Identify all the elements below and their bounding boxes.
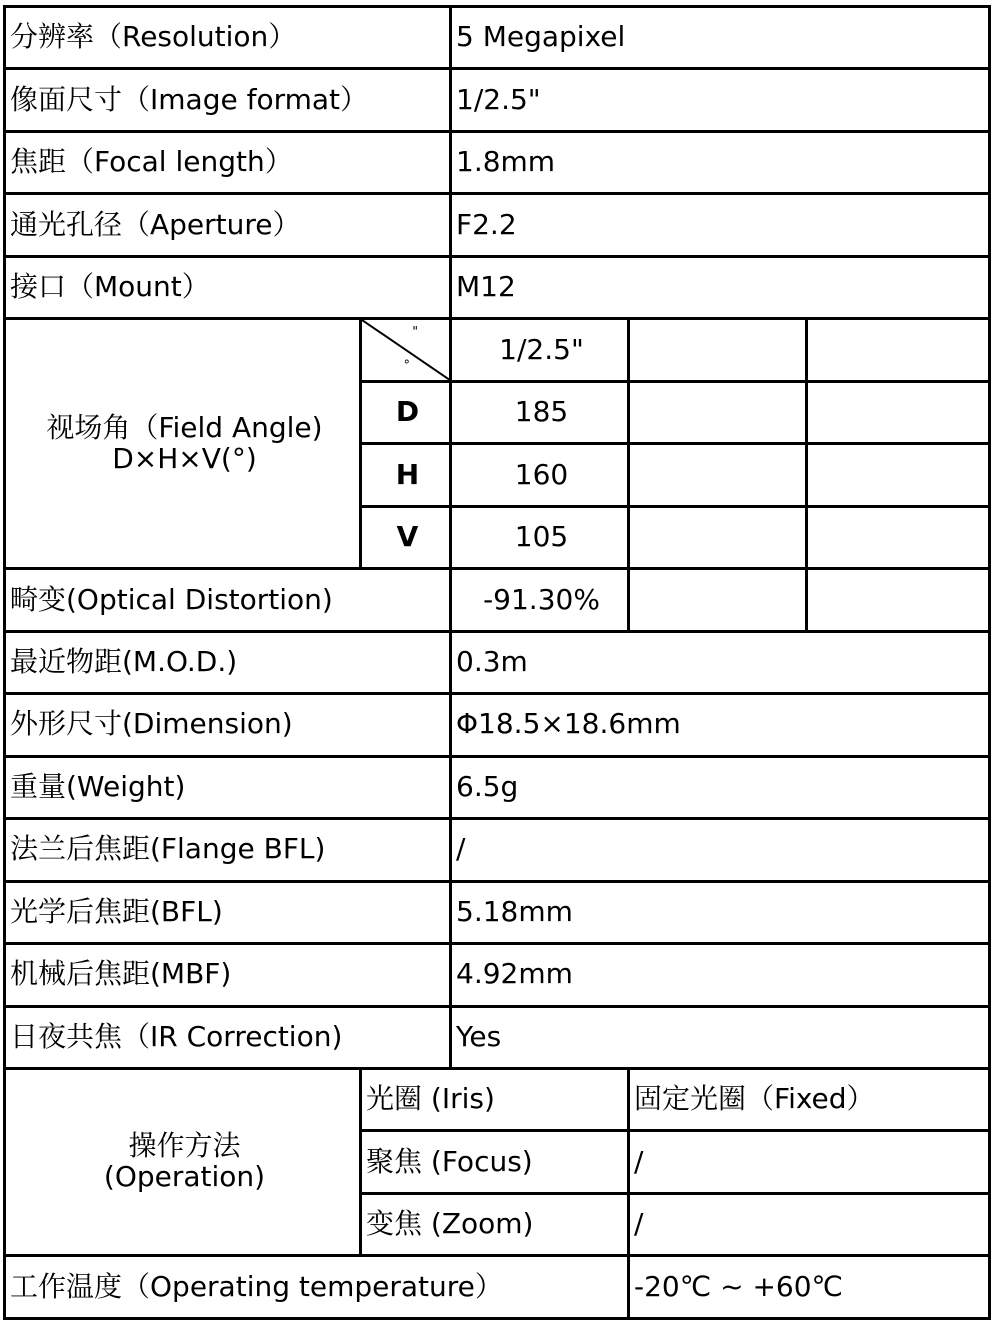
mount-value: M12 (451, 256, 990, 318)
focal-length-value: 1.8mm (451, 131, 990, 193)
field-angle-header-value: 1/2.5" (451, 319, 629, 381)
mount-label: 接口（Mount） (5, 256, 451, 318)
weight-value: 6.5g (451, 756, 990, 818)
flange-bfl-value: / (451, 819, 990, 881)
field-angle-label (5, 319, 361, 569)
distortion-value: -91.30% (451, 569, 629, 631)
row-mod (5, 631, 990, 693)
row-image-format (5, 69, 990, 131)
distortion-empty-cell (629, 569, 807, 631)
image-format-label: 像面尺寸（Image format） (5, 69, 451, 131)
row-dimension (5, 694, 990, 756)
field-angle-d-value: 185 (451, 381, 629, 443)
diagonal-corner-cell (361, 319, 451, 381)
mod-value: 0.3m (451, 631, 990, 693)
field-angle-empty-cell (807, 444, 990, 506)
row-ir-correction (5, 1006, 990, 1068)
zoom-value: / (629, 1193, 990, 1255)
row-flange-bfl (5, 819, 990, 881)
field-angle-empty-cell (807, 506, 990, 568)
row-mbf (5, 944, 990, 1006)
field-angle-label-line2: D×H×V(°) (112, 441, 257, 475)
operation-label (5, 1068, 361, 1255)
iris-label: 光圈 (Iris) (361, 1068, 629, 1130)
iris-value: 固定光圈（Fixed） (629, 1068, 990, 1130)
field-angle-h-label: H (361, 444, 451, 506)
operation-label-line2: (Operation) (103, 1160, 266, 1194)
dimension-value: Φ18.5×18.6mm (451, 694, 990, 756)
corner-top-mark: " (412, 324, 419, 340)
field-angle-v-value: 105 (451, 506, 629, 568)
resolution-value: 5 Megapixel (451, 7, 990, 69)
resolution-label: 分辨率（Resolution） (5, 7, 451, 69)
row-focal-length (5, 131, 990, 193)
diagonal-line (362, 320, 449, 379)
row-weight (5, 756, 990, 818)
field-angle-empty-cell (629, 444, 807, 506)
row-resolution (5, 7, 990, 69)
weight-label: 重量(Weight) (5, 756, 451, 818)
image-format-value: 1/2.5" (451, 69, 990, 131)
temperature-label: 工作温度（Operating temperature） (5, 1256, 629, 1319)
row-mount (5, 256, 990, 318)
corner-bottom-mark: ° (403, 357, 410, 373)
ir-correction-label: 日夜共焦（IR Correction) (5, 1006, 451, 1068)
dimension-label: 外形尺寸(Dimension) (5, 694, 451, 756)
row-bfl (5, 881, 990, 943)
aperture-label: 通光孔径（Aperture） (5, 194, 451, 256)
zoom-label: 变焦 (Zoom) (361, 1193, 629, 1255)
row-temperature (5, 1256, 990, 1319)
focus-label: 聚焦 (Focus) (361, 1131, 629, 1193)
row-distortion (5, 569, 990, 631)
operation-label-line1: 操作方法 (128, 1129, 241, 1163)
field-angle-v-label: V (361, 506, 451, 568)
field-angle-empty-cell (629, 381, 807, 443)
spec-table (3, 5, 991, 1320)
mod-label: 最近物距(M.O.D.) (5, 631, 451, 693)
field-angle-empty-cell (807, 381, 990, 443)
field-angle-d-label: D (361, 381, 451, 443)
row-operation-iris (5, 1068, 990, 1130)
temperature-value: -20℃ ~ +60℃ (629, 1256, 990, 1319)
row-field-angle-header (5, 319, 990, 381)
aperture-value: F2.2 (451, 194, 990, 256)
bfl-label: 光学后焦距(BFL) (5, 881, 451, 943)
field-angle-empty-cell (807, 319, 990, 381)
field-angle-h-value: 160 (451, 444, 629, 506)
distortion-empty-cell (807, 569, 990, 631)
field-angle-empty-cell (629, 319, 807, 381)
row-aperture (5, 194, 990, 256)
field-angle-label-line1: 视场角（Field Angle) (46, 410, 323, 444)
flange-bfl-label: 法兰后焦距(Flange BFL) (5, 819, 451, 881)
distortion-label: 畸变(Optical Distortion) (5, 569, 451, 631)
focal-length-label: 焦距（Focal length） (5, 131, 451, 193)
bfl-value: 5.18mm (451, 881, 990, 943)
mbf-label: 机械后焦距(MBF) (5, 944, 451, 1006)
focus-value: / (629, 1131, 990, 1193)
mbf-value: 4.92mm (451, 944, 990, 1006)
ir-correction-value: Yes (451, 1006, 990, 1068)
field-angle-empty-cell (629, 506, 807, 568)
